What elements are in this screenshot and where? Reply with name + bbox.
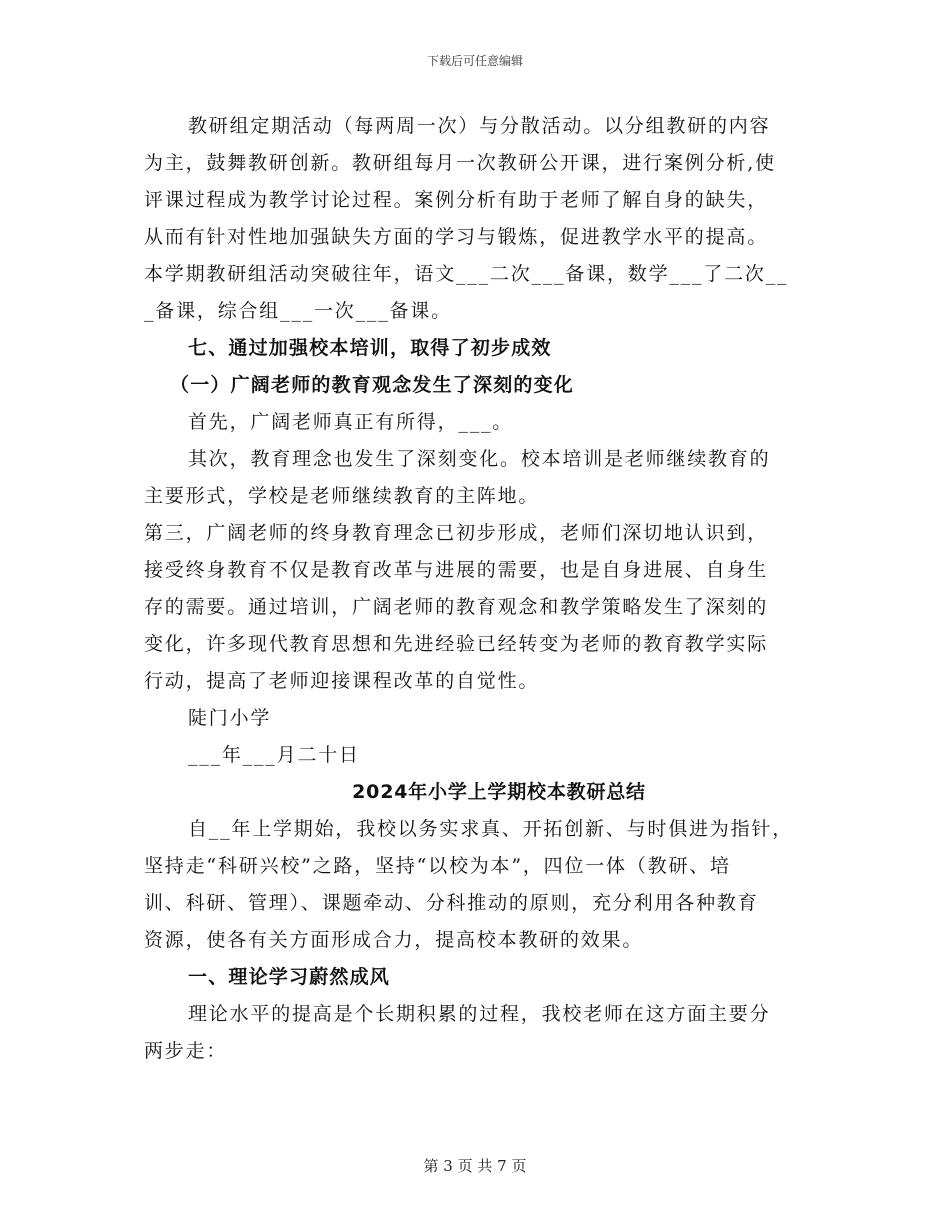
text-line: 主要形式，学校是老师继续教育的主阵地。 bbox=[144, 485, 540, 507]
text-line: 自__年上学期始，我校以务实求真、开拓创新、与时俱进为指针， bbox=[188, 818, 794, 840]
paragraph bbox=[144, 515, 814, 700]
text-line: 一、理论学习蔚然成风 bbox=[188, 966, 391, 988]
text-line: 训、科研、管理）、课题牵动、分科推动的原则，充分利用各种教育 bbox=[144, 892, 759, 914]
text-line: 其次，教育理念也发生了深刻变化。校本培训是老师继续教育的 bbox=[188, 448, 771, 470]
paragraph bbox=[144, 700, 814, 737]
text-line: _备课，综合组___一次___备课。 bbox=[144, 300, 452, 322]
paragraph bbox=[144, 404, 814, 441]
text-line: 2024年小学上学期校本教研总结 bbox=[352, 781, 646, 803]
text-line: 本学期教研组活动突破往年，语文___二次___备课，数学___了二次__ bbox=[144, 263, 789, 285]
text-line: 为主，鼓舞教研创新。教研组每月一次教研公开课，进行案例分析,使 bbox=[144, 152, 776, 174]
text-line: 两步走： bbox=[144, 1040, 228, 1062]
paragraph bbox=[144, 811, 814, 959]
text-line: 坚持走“科研兴校”之路，坚持“以校为本”，四位一体（教研、培 bbox=[144, 855, 731, 877]
section-heading bbox=[144, 959, 814, 996]
text-line: 评课过程成为教学讨论过程。案例分析有助于老师了解自身的缺失， bbox=[144, 189, 769, 211]
text-line: 从而有针对性地加强缺失方面的学习与锻炼，促进教学水平的提高。 bbox=[144, 226, 769, 248]
section-heading bbox=[144, 330, 814, 367]
paragraph bbox=[144, 737, 814, 774]
text-line: 首先，广阔老师真正有所得，___。 bbox=[188, 411, 514, 433]
text-line: 七、通过加强校本培训，取得了初步成效 bbox=[188, 337, 552, 359]
page-footer: 第 3 页 共 7 页 bbox=[423, 1157, 527, 1175]
text-line: 变化，许多现代教育思想和先进经验已经转变为老师的教育教学实际 bbox=[144, 633, 769, 655]
paragraph bbox=[144, 108, 814, 330]
section-heading bbox=[144, 367, 814, 404]
text-line: 行动，提高了老师迎接课程改革的自觉性。 bbox=[144, 670, 540, 692]
text-line: （一）广阔老师的教育观念发生了深刻的变化 bbox=[170, 374, 575, 396]
text-line: 资源，使各有关方面形成合力，提高校本教研的效果。 bbox=[144, 929, 644, 951]
page-header: 下载后可任意编辑 bbox=[426, 54, 523, 68]
paragraph bbox=[144, 996, 814, 1070]
text-line: 接受终身教育不仅是教育改革与进展的需要，也是自身进展、自身生 bbox=[144, 559, 769, 581]
text-line: 陡门小学 bbox=[188, 707, 272, 729]
text-line: 理论水平的提高是个长期积累的过程，我校老师在这方面主要分 bbox=[188, 1003, 771, 1025]
text-line: ___年___月二十日 bbox=[188, 744, 360, 766]
document-body bbox=[144, 108, 814, 1070]
text-line: 教研组定期活动（每两周一次）与分散活动。以分组教研的内容 bbox=[188, 115, 771, 137]
document-title bbox=[144, 774, 814, 811]
paragraph bbox=[144, 441, 814, 515]
text-line: 第三，广阔老师的终身教育理念已初步形成，老师们深切地认识到， bbox=[144, 522, 769, 544]
text-line: 存的需要。通过培训，广阔老师的教育观念和教学策略发生了深刻的 bbox=[144, 596, 769, 618]
